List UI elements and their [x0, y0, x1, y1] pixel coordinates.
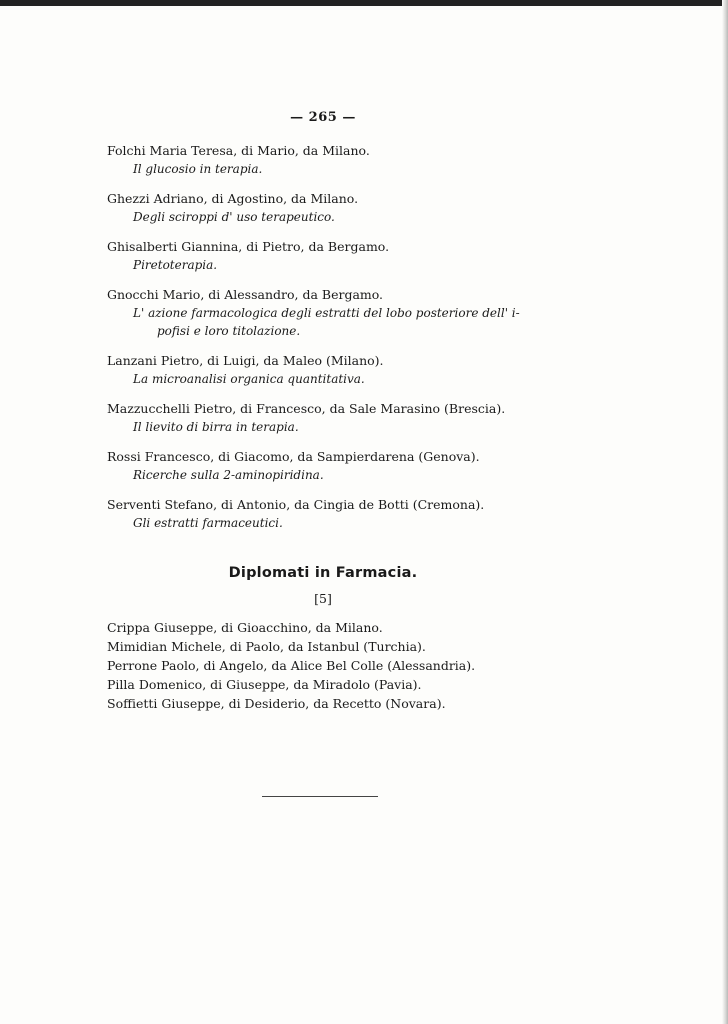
list-item: [107, 352, 547, 388]
graduates-list: [107, 142, 547, 544]
page-number: — 265 —: [290, 110, 356, 125]
graduate-name: Gnocchi Mario, di Alessandro, da Bergamo.: [107, 287, 384, 302]
thesis-title: Degli sciroppi d' uso terapeutico.: [133, 210, 335, 224]
list-item: [107, 190, 547, 226]
list-item: Crippa Giuseppe, di Gioacchino, da Milano.: [107, 620, 383, 635]
diplomati-list: [107, 618, 547, 713]
page-right-edge: [722, 0, 728, 1024]
closing-rule: [262, 796, 378, 797]
page-top-edge: [0, 0, 728, 6]
list-item: [107, 400, 547, 436]
thesis-title: Piretoterapia.: [133, 258, 218, 272]
graduate-name: Lanzani Pietro, di Luigi, da Maleo (Milano).: [107, 353, 384, 368]
thesis-title: La microanalisi organica quantitativa.: [133, 372, 365, 386]
list-item: Soffietti Giuseppe, di Desiderio, da Recetto (Novara).: [107, 696, 446, 711]
section-count: [5]: [314, 591, 332, 606]
graduate-name: Serventi Stefano, di Antonio, da Cingia de Botti (Cremona).: [107, 497, 485, 512]
graduate-name: Rossi Francesco, di Giacomo, da Sampierdarena (Genova).: [107, 449, 480, 464]
thesis-title-continued: pofisi e loro titolazione.: [157, 324, 301, 338]
list-item: [107, 448, 547, 484]
graduate-name: Ghezzi Adriano, di Agostino, da Milano.: [107, 191, 359, 206]
list-item: [107, 142, 547, 178]
list-item: Perrone Paolo, di Angelo, da Alice Bel Colle (Alessandria).: [107, 658, 476, 673]
section-heading: Diplomati in Farmacia.: [228, 565, 418, 581]
list-item: Mimidian Michele, di Paolo, da Istanbul (Turchia).: [107, 639, 426, 654]
list-item: [107, 496, 547, 532]
thesis-title: L' azione farmacologica degli estratti del lobo posteriore dell' i-: [133, 306, 520, 320]
thesis-title: Gli estratti farmaceutici.: [133, 516, 283, 530]
thesis-title: Il lievito di birra in terapia.: [133, 420, 299, 434]
graduate-name: Folchi Maria Teresa, di Mario, da Milano.: [107, 143, 370, 158]
graduate-name: Ghisalberti Giannina, di Pietro, da Bergamo.: [107, 239, 390, 254]
graduate-name: Mazzucchelli Pietro, di Francesco, da Sale Marasino (Brescia).: [107, 401, 506, 416]
list-item: Pilla Domenico, di Giuseppe, da Miradolo (Pavia).: [107, 677, 422, 692]
thesis-title: Ricerche sulla 2-aminopiridina.: [133, 468, 324, 482]
thesis-title: Il glucosio in terapia.: [133, 162, 263, 176]
list-item: [107, 238, 547, 274]
list-item: [107, 286, 547, 340]
